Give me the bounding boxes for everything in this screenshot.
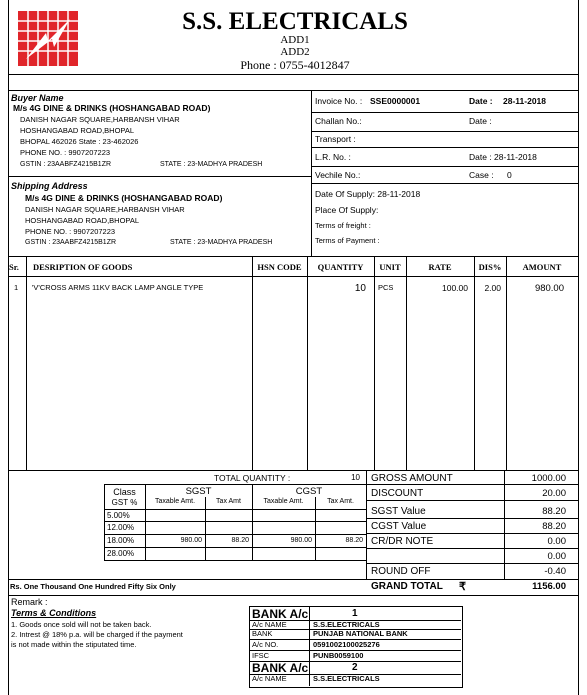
bank-value: S.S.ELECTRICALS — [313, 674, 380, 683]
discount-label: DISCOUNT — [371, 488, 424, 499]
company-phone: Phone : 0755-4012847 — [240, 58, 350, 72]
row-dis: 2.00 — [484, 283, 501, 293]
cgst-heading: CGST — [295, 486, 323, 497]
buyer-addr3: BHOPAL 462026 State : 23-462026 — [20, 137, 139, 146]
bank-label: A/c NO. — [252, 640, 279, 649]
frame-left — [8, 0, 9, 695]
lr-label: L.R. No. : — [315, 152, 351, 162]
company-add2: ADD2 — [280, 46, 310, 58]
gst-label: GST % — [111, 498, 138, 507]
total-qty-label: TOTAL QUANTITY : — [214, 473, 291, 483]
bank-value: S.S.ELECTRICALS — [313, 620, 380, 629]
buyer-phone: PHONE NO. : 9907207223 — [20, 148, 111, 157]
c-tax-heading: Tax Amt. — [327, 498, 354, 505]
sgst-value: 88.20 — [542, 506, 566, 517]
company-logo — [18, 11, 78, 66]
buyer-name: M/s 4G DINE & DRINKS (HOSHANGABAD ROAD) — [13, 103, 211, 113]
gross-value: 1000.00 — [531, 473, 566, 484]
row-sr: 1 — [14, 283, 19, 292]
buyer-heading: Buyer Name — [11, 93, 64, 103]
invoice-no: SSE0000001 — [370, 96, 421, 106]
col-hsn: HSN CODE — [257, 262, 302, 272]
c-taxable-heading: Taxable Amt. — [263, 498, 304, 505]
transport-label: Transport : — [315, 134, 356, 144]
sgst-label: SGST Value — [371, 506, 426, 517]
col-rate: RATE — [428, 262, 452, 272]
shipping-name: M/s 4G DINE & DRINKS (HOSHANGABAD ROAD) — [25, 193, 223, 203]
c-taxable: 980.00 — [290, 537, 312, 544]
table-top — [8, 256, 578, 257]
s-taxable-heading: Taxable Amt. — [154, 498, 196, 505]
blank-value: 0.00 — [547, 551, 566, 562]
case-label: Case : — [469, 170, 494, 180]
cgst-value: 88.20 — [542, 521, 566, 532]
bank-num-2: 2 — [352, 662, 358, 673]
bank-label: BANK — [252, 629, 273, 638]
row-qty: 10 — [354, 283, 366, 294]
row-amount: 980.00 — [534, 283, 564, 294]
company-add1: ADD1 — [280, 34, 310, 46]
buyer-shipping-divider — [8, 176, 311, 177]
gst-rate: 18.00% — [107, 536, 135, 545]
bank-value: PUNB0059100 — [313, 651, 364, 660]
terms-line1: 1. Goods once sold will not be taken back. — [11, 620, 152, 629]
bank-value: 0591002100025276 — [313, 640, 380, 649]
case-value: 0 — [507, 170, 512, 180]
s-taxable: 980.00 — [180, 537, 202, 544]
buyer-addr2: HOSHANGABAD ROAD,BHOPAL — [20, 126, 135, 135]
roundoff-label: ROUND OFF — [371, 566, 431, 577]
grand-total-value: 1156.00 — [532, 581, 566, 592]
sgst-heading: SGST — [185, 486, 212, 497]
frame-right — [578, 0, 579, 695]
shipping-heading: Shipping Address — [11, 181, 88, 191]
crdr-value: 0.00 — [547, 536, 566, 547]
remark-label: Remark : — [11, 597, 48, 607]
col-unit: UNIT — [379, 262, 401, 272]
gross-label: GROSS AMOUNT — [371, 473, 453, 484]
terms-heading: Terms & Conditions — [11, 608, 97, 618]
invoice-date-label: Date : — [469, 96, 493, 106]
col-dis: DIS% — [478, 262, 502, 272]
terms-payment: Terms of Payment : — [315, 236, 380, 245]
col-desc: DESRIPTION OF GOODS — [33, 262, 133, 272]
bank-label: IFSC — [252, 651, 270, 660]
table-header-bottom — [8, 276, 578, 277]
grand-total-label: GRAND TOTAL — [371, 581, 443, 592]
s-tax-heading: Tax Amt — [216, 498, 241, 505]
info-divider — [311, 90, 312, 256]
s-tax: 88.20 — [231, 537, 249, 544]
crdr-label: CR/DR NOTE — [371, 536, 434, 547]
company-name: S.S. ELECTRICALS — [182, 8, 408, 35]
vehicle-label: Vechile No.: — [315, 170, 361, 180]
totals-bottom — [8, 579, 578, 580]
shipping-phone: PHONE NO. : 9907207223 — [25, 227, 116, 236]
c-tax: 88.20 — [345, 537, 363, 544]
supply-date: Date Of Supply: 28-11-2018 — [315, 189, 421, 199]
gst-rate: 5.00% — [107, 511, 130, 520]
col-amount: AMOUNT — [522, 262, 562, 272]
terms-line3: is not made within the stiputated time. — [11, 640, 137, 649]
shipping-addr1: DANISH NAGAR SQUARE,HARBANSH VIHAR — [25, 205, 185, 214]
lr-date: Date : 28-11-2018 — [469, 152, 537, 162]
row-unit: PCS — [378, 283, 394, 292]
discount-value: 20.00 — [542, 488, 566, 499]
buyer-gstin: GSTIN : 23AABFZ4215B1ZR — [20, 161, 112, 168]
bank-label: A/c NAME — [252, 620, 287, 629]
bank-value: PUNJAB NATIONAL BANK — [313, 629, 408, 638]
row-desc: 'V'CROSS ARMS 11KV BACK LAMP ANGLE TYPE — [32, 283, 204, 292]
terms-freight: Terms of freight : — [315, 221, 371, 230]
buyer-state: STATE : 23-MADHYA PRADESH — [160, 161, 263, 168]
table-body-bottom — [8, 470, 578, 471]
place-of-supply: Place Of Supply: — [315, 205, 379, 215]
col-sr: Sr. — [9, 262, 19, 272]
shipping-gstin: GSTIN : 23AABFZ4215B1ZR — [25, 239, 117, 246]
shipping-addr2: HOSHANGABAD ROAD,BHOPAL — [25, 216, 140, 225]
bank-title-2: BANK A/c — [252, 661, 309, 675]
gst-rate: 12.00% — [107, 523, 135, 532]
terms-line2: 2. Intrest @ 18% p.a. will be charged if the payment — [11, 630, 183, 639]
invoice-no-label: Invoice No. : — [315, 96, 363, 106]
row-rate: 100.00 — [442, 283, 468, 293]
rupee-icon: ₹ — [459, 581, 466, 593]
challan-label: Challan No.: — [315, 116, 362, 126]
col-qty: QUANTITY — [317, 262, 364, 272]
bank-label: A/c NAME — [252, 674, 287, 683]
bank-num-1: 1 — [352, 608, 358, 619]
cgst-label: CGST Value — [371, 521, 427, 532]
header-rule — [8, 74, 578, 75]
buyer-addr1: DANISH NAGAR SQUARE,HARBANSH VIHAR — [20, 115, 180, 124]
total-qty: 10 — [351, 473, 360, 482]
shipping-state: STATE : 23-MADHYA PRADESH — [170, 239, 273, 246]
roundoff-value: -0.40 — [544, 566, 566, 577]
header-rule-2 — [8, 90, 578, 91]
challan-date-label: Date : — [469, 116, 492, 126]
bank-title: BANK A/c — [252, 607, 309, 621]
amount-in-words: Rs. One Thousand One Hundred Fifty Six Only — [10, 582, 176, 591]
invoice-date: 28-11-2018 — [503, 96, 547, 106]
class-label: Class — [113, 487, 136, 497]
gst-rate: 28.00% — [107, 549, 135, 558]
